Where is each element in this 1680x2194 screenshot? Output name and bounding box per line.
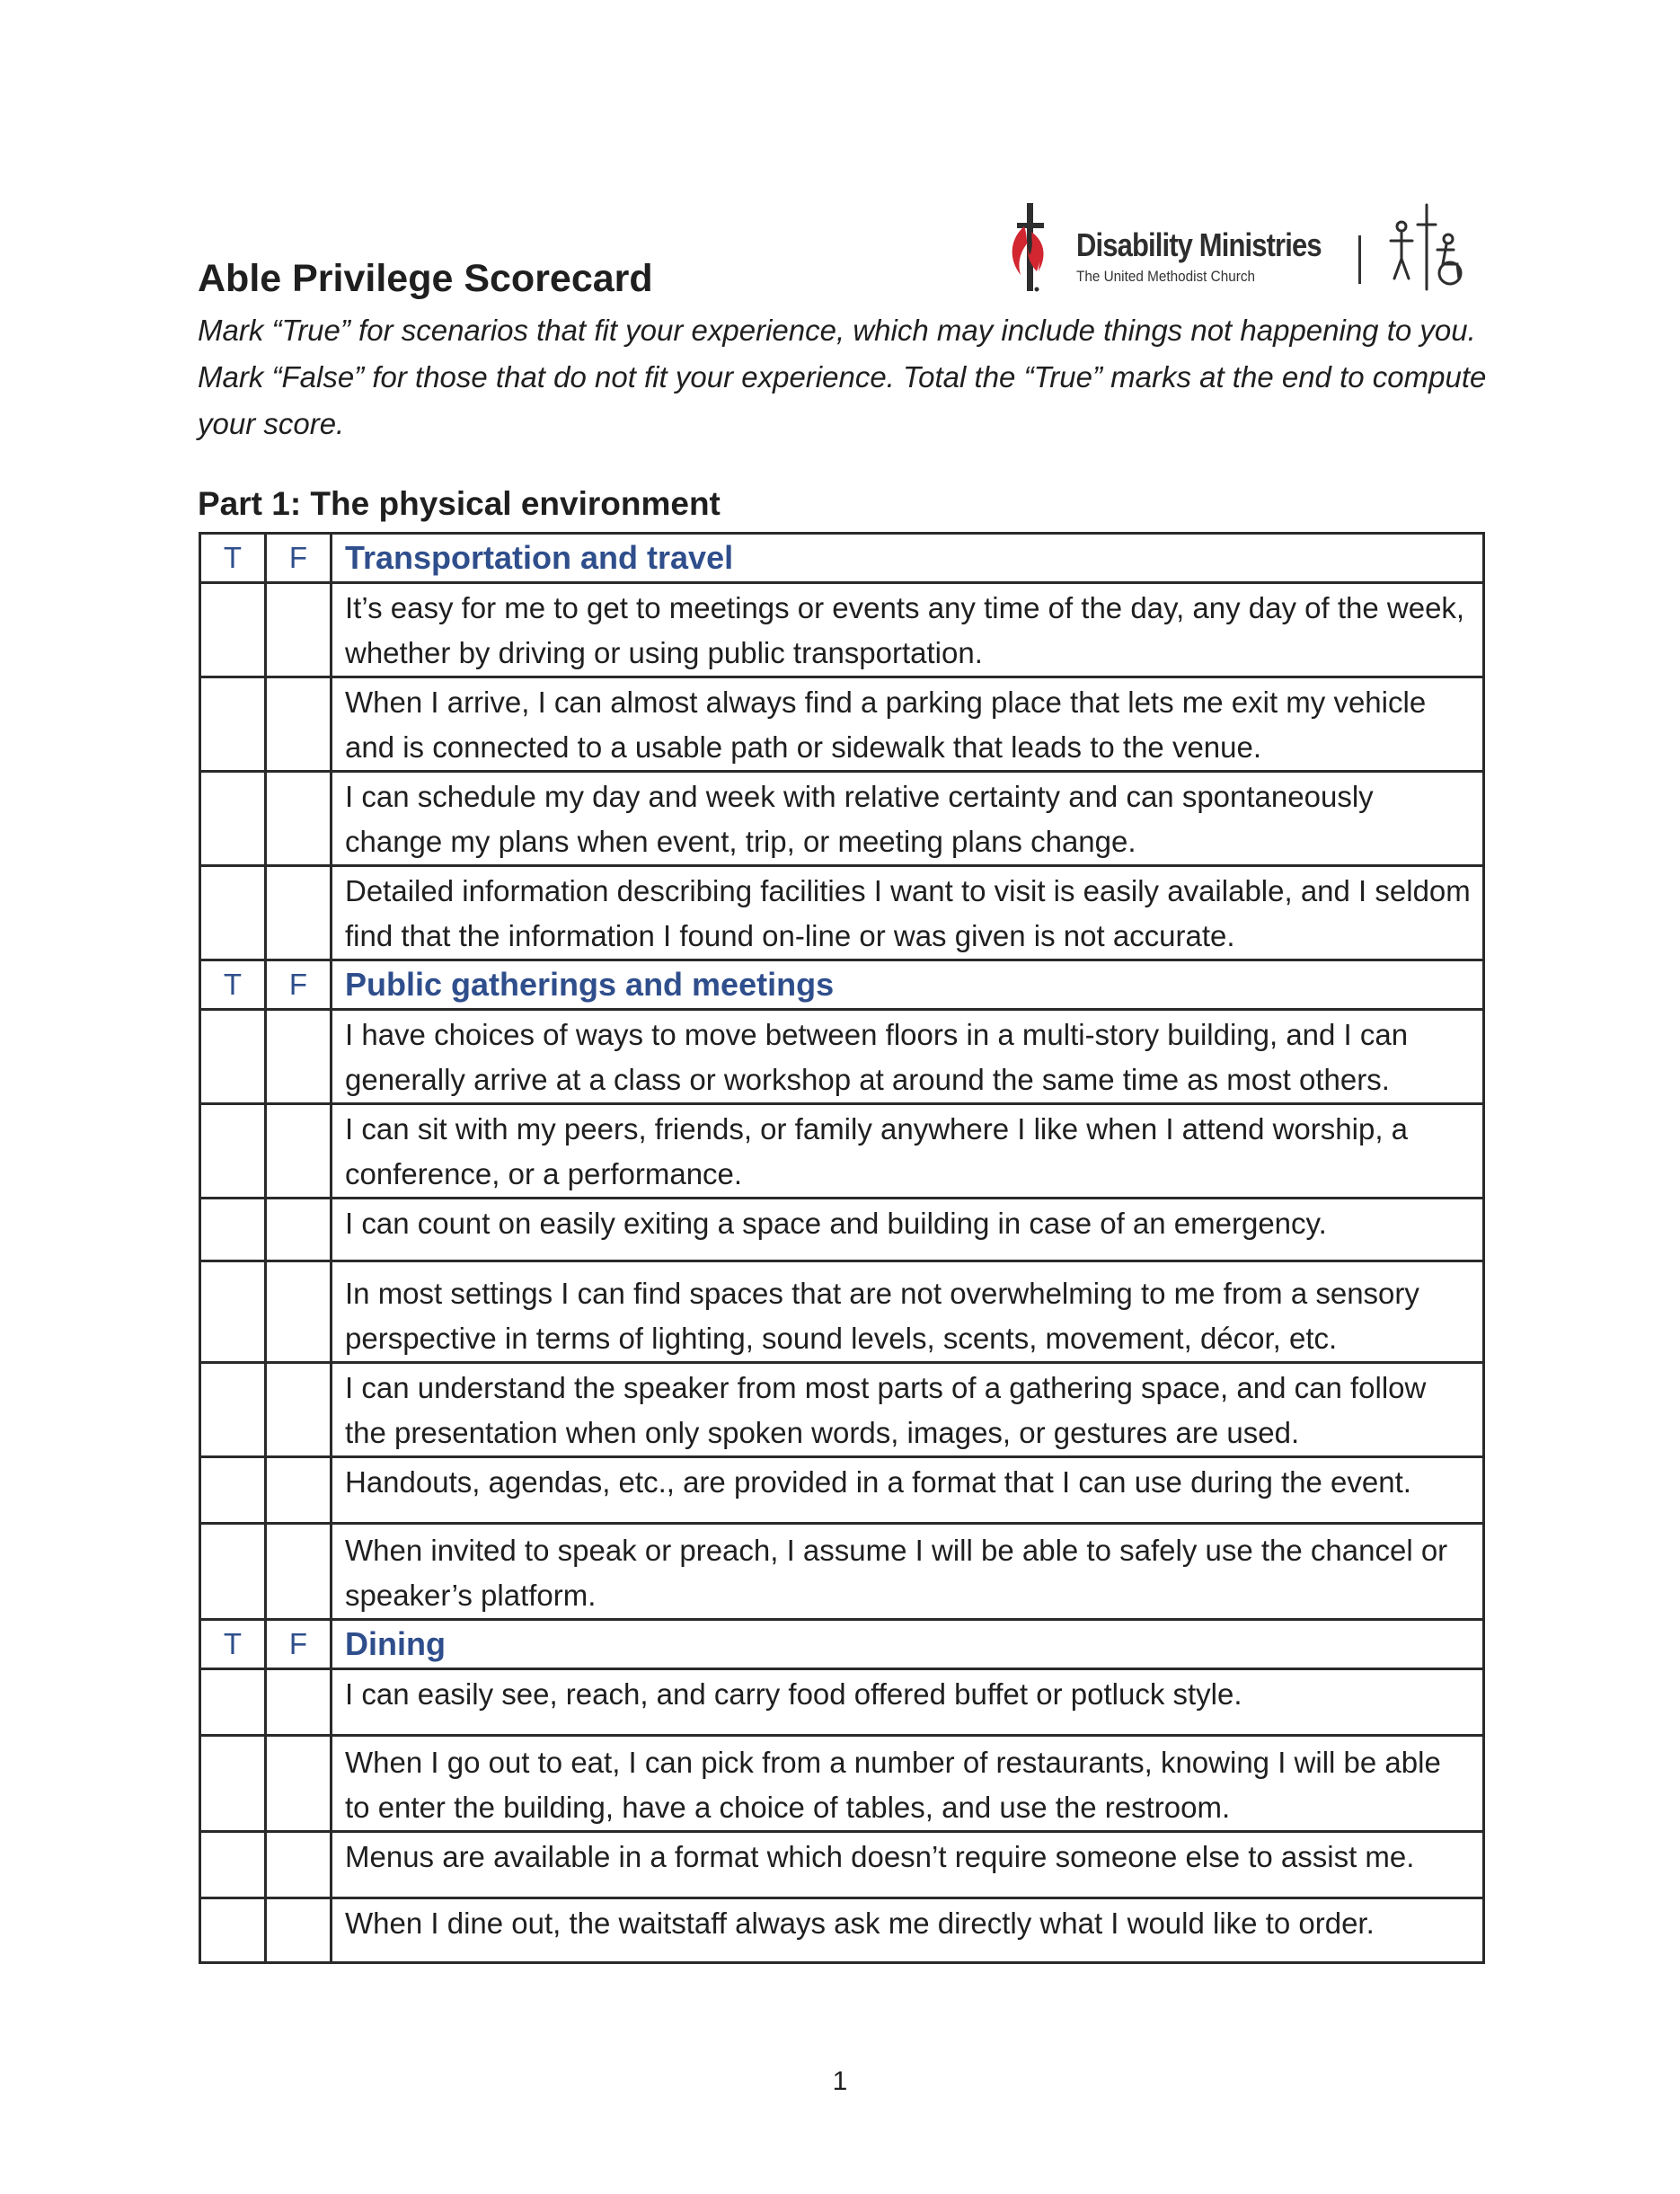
false-checkbox[interactable] [266, 1669, 332, 1736]
false-checkbox[interactable] [266, 866, 332, 960]
table-row [200, 1261, 1484, 1363]
statement-text: I can understand the speaker from most parts of a gathering space, and can follow the presentation when only spoken words, images, or gestures are used. [332, 1363, 1484, 1457]
true-checkbox[interactable] [200, 1832, 266, 1898]
false-column-header: F [266, 960, 332, 1010]
false-column-header: F [266, 1620, 332, 1669]
section-title-dining: Dining [332, 1620, 1484, 1669]
true-column-header: T [200, 534, 266, 583]
false-checkbox[interactable] [266, 772, 332, 866]
true-checkbox[interactable] [200, 1524, 266, 1620]
section-header-row [200, 1620, 1484, 1669]
statement-text: I can sit with my peers, friends, or family anywhere I like when I attend worship, a conference, or a performance. [332, 1104, 1484, 1199]
true-checkbox[interactable] [200, 1736, 266, 1832]
false-checkbox[interactable] [266, 1457, 332, 1524]
table-row [200, 1104, 1484, 1199]
false-checkbox[interactable] [266, 1832, 332, 1898]
statement-text: When I dine out, the waitstaff always ask me directly what I would like to order. [332, 1898, 1484, 1963]
table-row [200, 1457, 1484, 1524]
section-header-row [200, 534, 1484, 583]
instructions-text: Mark “True” for scenarios that fit your experience, which may include things not happening to you. Mark “False” for those that do not fit your experience. Total the “True” marks at the end to compute your score. [198, 314, 1487, 440]
statement-text: Detailed information describing facilities I want to visit is easily available, and I seldom find that the information I found on-line or was given is not accurate. [332, 866, 1484, 960]
false-checkbox[interactable] [266, 677, 332, 772]
statement-text: I can count on easily exiting a space and building in case of an emergency. [332, 1199, 1484, 1261]
table-row [200, 1363, 1484, 1457]
true-checkbox[interactable] [200, 1104, 266, 1199]
false-checkbox[interactable] [266, 1199, 332, 1261]
table-row [200, 1832, 1484, 1898]
table-row [200, 583, 1484, 677]
true-checkbox[interactable] [200, 772, 266, 866]
table-row [200, 772, 1484, 866]
table-row [200, 866, 1484, 960]
false-column-header: F [266, 534, 332, 583]
table-row [200, 1736, 1484, 1832]
section-title-public-gatherings: Public gatherings and meetings [332, 960, 1484, 1010]
statement-text: In most settings I can find spaces that are not overwhelming to me from a sensory perspective in terms of lighting, sound levels, scents, movement, décor, etc. [332, 1261, 1484, 1363]
statement-text: When I go out to eat, I can pick from a number of restaurants, knowing I will be able to enter the building, have a choice of tables, and use the restroom. [332, 1736, 1484, 1832]
true-checkbox[interactable] [200, 1898, 266, 1963]
true-column-header: T [200, 960, 266, 1010]
section-header-row [200, 960, 1484, 1010]
section-title-transportation: Transportation and travel [332, 534, 1484, 583]
false-checkbox[interactable] [266, 1898, 332, 1963]
true-checkbox[interactable] [200, 1669, 266, 1736]
logo-divider [1358, 235, 1361, 284]
false-checkbox[interactable] [266, 583, 332, 677]
table-row [200, 1010, 1484, 1104]
logo-title: Disability Ministries [1076, 226, 1322, 263]
false-checkbox[interactable] [266, 1524, 332, 1620]
true-checkbox[interactable] [200, 1261, 266, 1363]
true-checkbox[interactable] [200, 1199, 266, 1261]
statement-text: When invited to speak or preach, I assume I will be able to safely use the chancel or speaker’s platform. [332, 1524, 1484, 1620]
true-column-header: T [200, 1620, 266, 1669]
statement-text: When I arrive, I can almost always find a parking place that lets me exit my vehicle and is connected to a usable path or sidewalk that leads to the venue. [332, 677, 1484, 772]
true-checkbox[interactable] [200, 583, 266, 677]
false-checkbox[interactable] [266, 1104, 332, 1199]
statement-text: Handouts, agendas, etc., are provided in a format that I can use during the event. [332, 1457, 1484, 1524]
table-row [200, 1669, 1484, 1736]
statement-text: It’s easy for me to get to meetings or events any time of the day, any day of the week, whether by driving or using public transportation. [332, 583, 1484, 677]
true-checkbox[interactable] [200, 866, 266, 960]
false-checkbox[interactable] [266, 1363, 332, 1457]
false-checkbox[interactable] [266, 1010, 332, 1104]
statement-text: I can schedule my day and week with relative certainty and can spontaneously change my plans when event, trip, or meeting plans change. [332, 772, 1484, 866]
false-checkbox[interactable] [266, 1261, 332, 1363]
people-figures-icon [1382, 199, 1472, 298]
cross-and-flame-icon [1004, 199, 1058, 298]
true-checkbox[interactable] [200, 1457, 266, 1524]
statement-text: I can easily see, reach, and carry food offered buffet or potluck style. [332, 1669, 1484, 1736]
true-checkbox[interactable] [200, 677, 266, 772]
document-title: Able Privilege Scorecard [198, 257, 653, 300]
logo-subtitle: The United Methodist Church [1076, 268, 1255, 285]
disability-ministries-logo [1004, 199, 1472, 298]
table-row [200, 1524, 1484, 1620]
statement-text: I have choices of ways to move between floors in a multi-story building, and I can generally arrive at a class or workshop at around the same time as most others. [332, 1010, 1484, 1104]
false-checkbox[interactable] [266, 1736, 332, 1832]
statement-text: Menus are available in a format which doesn’t require someone else to assist me. [332, 1832, 1484, 1898]
part-heading: Part 1: The physical environment [198, 485, 721, 522]
true-checkbox[interactable] [200, 1363, 266, 1457]
table-row [200, 677, 1484, 772]
true-checkbox[interactable] [200, 1010, 266, 1104]
table-row [200, 1199, 1484, 1261]
table-row [200, 1898, 1484, 1963]
page-number: 1 [832, 2066, 848, 2096]
scorecard-table [199, 532, 1485, 1964]
